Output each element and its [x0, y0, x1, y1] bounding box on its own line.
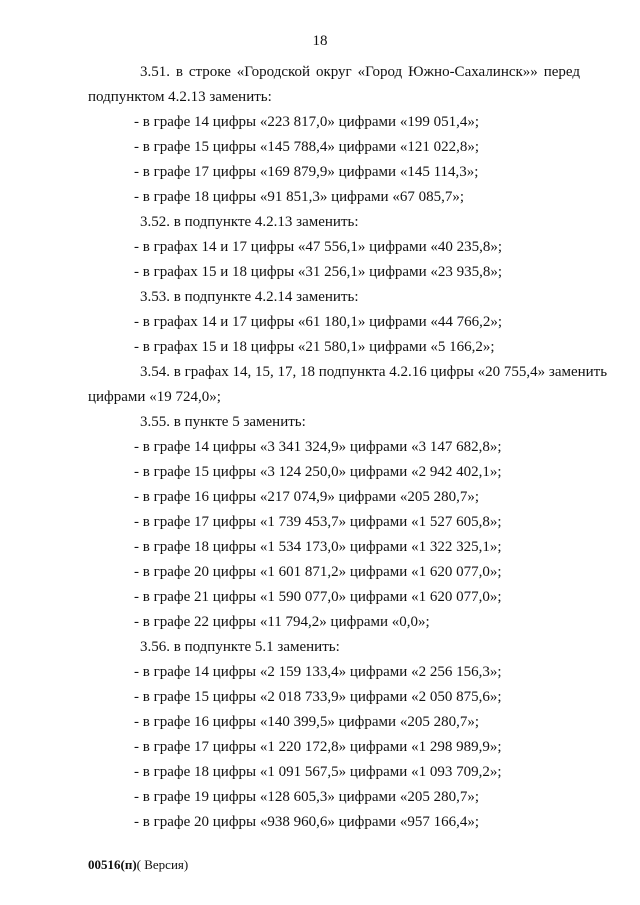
paragraph-3-56: 3.56. в подпункте 5.1 заменить:: [140, 639, 340, 655]
list-item: - в графе 16 цифры «217 074,9» цифрами «205 280,7»;: [134, 489, 479, 505]
paragraph-3-54: 3.54. в графах 14, 15, 17, 18 подпункта 4.2.16 цифры «20 755,4» заменить: [140, 364, 608, 380]
list-item: - в графах 15 и 18 цифры «31 256,1» цифрами «23 935,8»;: [134, 264, 503, 280]
list-item: - в графе 15 цифры «2 018 733,9» цифрами «2 050 875,6»;: [134, 689, 502, 705]
list-item: - в графе 17 цифры «169 879,9» цифрами «145 114,3»;: [134, 164, 479, 180]
list-item: - в графе 20 цифры «1 601 871,2» цифрами «1 620 077,0»;: [134, 564, 502, 580]
paragraph-3-52: 3.52. в подпункте 4.2.13 заменить:: [140, 214, 359, 230]
paragraph-continuation: подпунктом 4.2.13 заменить:: [88, 89, 272, 105]
list-item: - в графе 18 цифры «1 091 567,5» цифрами «1 093 709,2»;: [134, 764, 502, 780]
list-item: - в графе 15 цифры «145 788,4» цифрами «121 022,8»;: [134, 139, 479, 155]
list-item: - в графах 14 и 17 цифры «61 180,1» цифрами «44 766,2»;: [134, 314, 503, 330]
paragraph-3-53: 3.53. в подпункте 4.2.14 заменить:: [140, 289, 359, 305]
list-item: - в графе 15 цифры «3 124 250,0» цифрами «2 942 402,1»;: [134, 464, 502, 480]
list-item: - в графе 21 цифры «1 590 077,0» цифрами «1 620 077,0»;: [134, 589, 502, 605]
list-item: - в графе 22 цифры «11 794,2» цифрами «0,0»;: [134, 614, 430, 630]
page-number: 18: [312, 33, 328, 49]
list-item: - в графе 20 цифры «938 960,6» цифрами «957 166,4»;: [134, 814, 479, 830]
document-version: ( Версия): [136, 857, 189, 872]
list-item: - в графе 14 цифры «2 159 133,4» цифрами «2 256 156,3»;: [134, 664, 502, 680]
document-body: [0, 60, 640, 835]
list-item: - в графах 14 и 17 цифры «47 556,1» цифрами «40 235,8»;: [134, 239, 503, 255]
list-item: - в графе 18 цифры «91 851,3» цифрами «67 085,7»;: [134, 189, 464, 205]
list-item: - в графе 14 цифры «3 341 324,9» цифрами «3 147 682,8»;: [134, 439, 502, 455]
document-code: 00516(п): [88, 857, 137, 872]
list-item: - в графах 15 и 18 цифры «21 580,1» цифрами «5 166,2»;: [134, 339, 495, 355]
paragraph-continuation: цифрами «19 724,0»;: [88, 389, 221, 405]
paragraph-3-55: 3.55. в пункте 5 заменить:: [140, 414, 306, 430]
paragraph-3-51: 3.51. в строке «Городской округ «Город Южно-Сахалинск»» перед: [140, 64, 580, 80]
list-item: - в графе 18 цифры «1 534 173,0» цифрами «1 322 325,1»;: [134, 539, 502, 555]
list-item: - в графе 16 цифры «140 399,5» цифрами «205 280,7»;: [134, 714, 479, 730]
list-item: - в графе 17 цифры «1 220 172,8» цифрами «1 298 989,9»;: [134, 739, 502, 755]
list-item: - в графе 14 цифры «223 817,0» цифрами «199 051,4»;: [134, 114, 479, 130]
document-footer: [88, 857, 188, 873]
list-item: - в графе 17 цифры «1 739 453,7» цифрами «1 527 605,8»;: [134, 514, 502, 530]
list-item: - в графе 19 цифры «128 605,3» цифрами «205 280,7»;: [134, 789, 479, 805]
